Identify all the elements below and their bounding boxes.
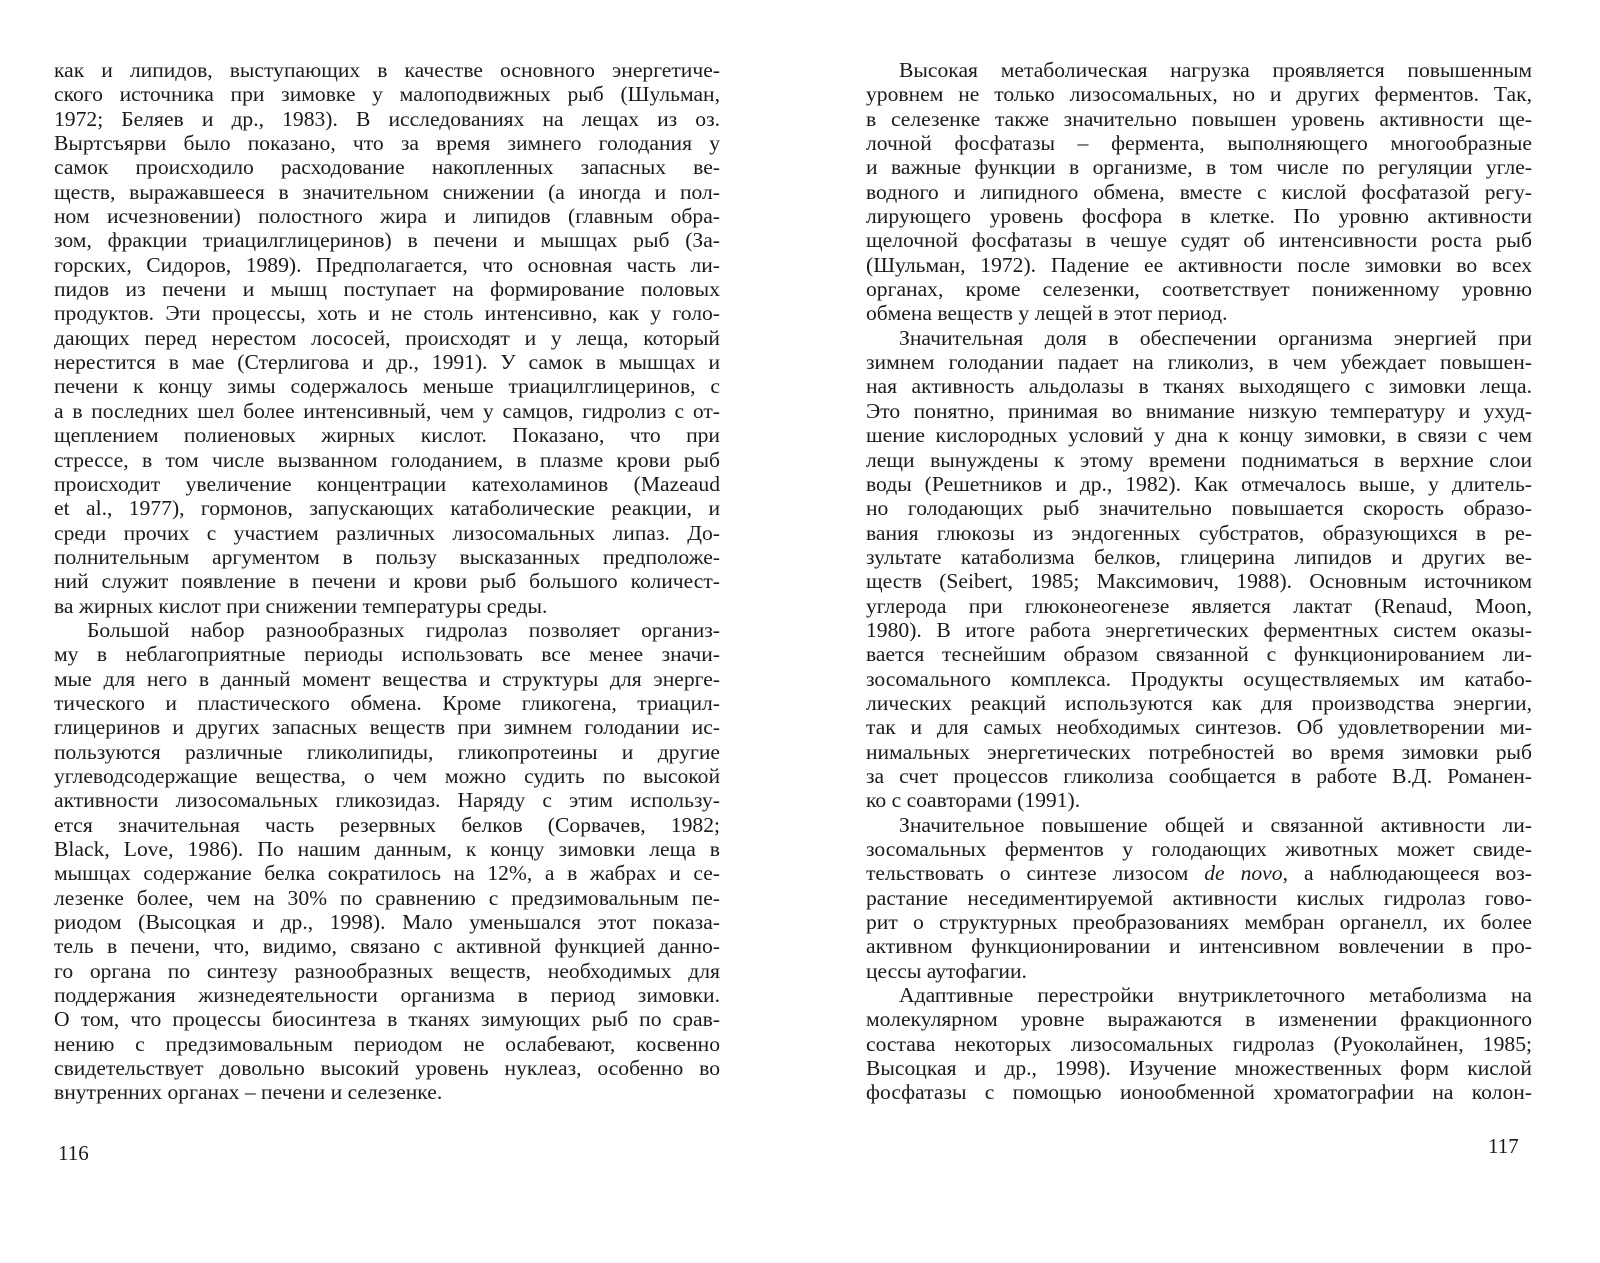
text-line: зосомального комплекса. Продукты осуществляемых им катабо- <box>866 666 1532 691</box>
text-line: лещи вынуждены к этому времени подниматься в верхние слои <box>866 447 1532 472</box>
page-number-right: 117 <box>1488 1134 1519 1158</box>
text-line: et al., 1977), гормонов, запускающих катаболические реакции, и <box>54 496 720 521</box>
text-line: 1972; Беляев и др., 1983). В исследованиях на лещах из оз. <box>54 106 720 131</box>
text-line: растание неседиментируемой активности кислых гидролаз гово- <box>866 885 1532 910</box>
text-line: лочной фосфатазы – фермента, выполняющего многообразные <box>866 131 1532 156</box>
text-line: и важные функции в организме, в том числе по регуляции угле- <box>866 155 1532 180</box>
text-segment: , а наблюдающееся воз- <box>1282 861 1532 886</box>
text-line: фосфатазы с помощью ионообменной хроматографии на колон- <box>866 1080 1532 1105</box>
text-line: активности лизосомальных гликозидаз. Наряду с этим использу- <box>54 788 720 813</box>
text-line: (Шульман, 1972). Падение ее активности после зимовки во всех <box>866 252 1532 277</box>
text-line: активном функционировании и интенсивном вовлечении в про- <box>866 934 1532 959</box>
text-line: щеплением полиеновых жирных кислот. Показано, что при <box>54 423 720 448</box>
text-line: лических реакций используются как для производства энергии, <box>866 690 1532 715</box>
text-line: лирующего уровень фосфора в клетке. По уровню активности <box>866 204 1532 229</box>
text-line: дающих перед нерестом лососей, происходят и у леща, который <box>54 325 720 350</box>
text-line: ва жирных кислот при снижении температуры среды. <box>54 593 548 618</box>
text-line: пидов из печени и мышц поступает на формирование половых <box>54 277 720 302</box>
text-line: уровнем не только лизосомальных, но и других ферментов. Так, <box>866 82 1532 107</box>
text-line: рит о структурных преобразованиях мембран органелл, их более <box>866 910 1532 935</box>
text-line: зультате катаболизма белков, глицерина липидов и других ве- <box>866 544 1532 569</box>
text-line: продуктов. Эти процессы, хоть и не столь интенсивно, как у голо- <box>54 301 720 326</box>
text-line: зосомальных ферментов у голодающих животных может свиде- <box>866 837 1532 861</box>
text-line: нению с предзимовальным периодом не ослабевают, косвенно <box>54 1031 720 1056</box>
text-line: молекулярном уровне выражаются в изменении фракционного <box>866 1007 1532 1032</box>
text-line: горских, Сидоров, 1989). Предполагается, что основная часть ли- <box>54 252 720 277</box>
text-line: шение кислородных условий у дна к концу зимовки, в связи с чем <box>866 423 1532 448</box>
text-line: Значительное повышение общей и связанной активности ли- <box>899 812 1532 837</box>
text-line: Большой набор разнообразных гидролаз позволяет организ- <box>87 617 720 642</box>
text-line: ном исчезновении) полостного жира и липидов (главным обра- <box>54 204 720 229</box>
text-line: ется значительная часть резервных белков (Сорвачев, 1982; <box>54 812 720 837</box>
text-line: зимнем голодании падает на гликолиз, в чем убеждает повышен- <box>866 350 1532 375</box>
text-line: ществ (Seibert, 1985; Максимович, 1988). Основным источником <box>866 569 1532 594</box>
text-line: водного и липидного обмена, вместе с кислой фосфатазой регу- <box>866 179 1532 204</box>
text-line: самок происходило расходование накопленных запасных ве- <box>54 155 720 180</box>
text-line <box>866 861 1532 885</box>
text-line: глицеринов и других запасных веществ при зимнем голодании ис- <box>54 715 720 740</box>
text-line: Высоцкая и др., 1998). Изучение множественных форм кислой <box>866 1056 1532 1081</box>
text-line: происходит увеличение концентрации катехоламинов (Mazeaud <box>54 471 720 496</box>
text-line: вания глюкозы из эндогенных субстратов, образующихся в ре- <box>866 520 1532 545</box>
text-line: Выртсъярви было показано, что за время зимнего голодания у <box>54 131 720 156</box>
text-line: среди прочих с участием различных лизосомальных липаз. До- <box>54 520 720 545</box>
text-line: ная активность альдолазы в тканях выходящего с зимовки леща. <box>866 374 1532 399</box>
text-line: так и для самых необходимых синтезов. Об удовлетворении ми- <box>866 715 1532 740</box>
text-line: ний служит появление в печени и крови рыб большого количест- <box>54 569 720 594</box>
text-line: го органа по синтезу разнообразных веществ, необходимых для <box>54 958 720 983</box>
left-page <box>54 58 720 1218</box>
text-line: лезенке более, чем на 30% по сравнению с предзимовальным пе- <box>54 885 720 910</box>
text-line: пользуются различные гликолипиды, гликопротеины и другие <box>54 739 720 764</box>
text-line: тель в печени, что, видимо, связано с активной функцией данно- <box>54 934 720 959</box>
text-line: внутренних органах – печени и селезенке. <box>54 1080 443 1105</box>
text-line: Black, Love, 1986). По нашим данным, к концу зимовки леща в <box>54 837 720 861</box>
text-line: зом, фракции триацилглицеринов) в печени и мышцах рыб (За- <box>54 228 720 253</box>
text-line: печени к концу зимы содержалось меньше триацилглицеринов, с <box>54 374 720 399</box>
text-line: мые для него в данный момент вещества и структуры для энерге- <box>54 666 720 691</box>
text-line: за счет процессов гликолиза сообщается в работе В.Д. Романен- <box>866 763 1532 788</box>
text-line: ко с соавторами (1991). <box>866 788 1081 813</box>
text-line: му в неблагоприятные периоды использовать все менее значи- <box>54 642 720 667</box>
text-line: обмена веществ у лещей в этот период. <box>866 301 1228 326</box>
text-line: щелочной фосфатазы в чешуе судят об интенсивности роста рыб <box>866 228 1532 253</box>
text-line: О том, что процессы биосинтеза в тканях зимующих рыб по срав- <box>54 1007 720 1032</box>
text-line: состава некоторых лизосомальных гидролаз (Руоколайнен, 1985; <box>866 1031 1532 1056</box>
text-line: мышцах содержание белка сократилось на 12%, а в жабрах и се- <box>54 861 720 886</box>
text-line: тического и пластического обмена. Кроме гликогена, триацил- <box>54 690 720 715</box>
text-line: поддержания жизнедеятельности организма в период зимовки. <box>54 983 720 1008</box>
text-line: Значительная доля в обеспечении организма энергией при <box>899 325 1532 350</box>
text-line: как и липидов, выступающих в качестве основного энергетиче- <box>54 58 720 82</box>
text-line: Адаптивные перестройки внутриклеточного метаболизма на <box>899 983 1532 1008</box>
text-line: полнительным аргументом в пользу высказанных предположе- <box>54 544 720 569</box>
italic-term: de novo <box>1204 861 1283 886</box>
text-line: воды (Решетников и др., 1982). Как отмечалось выше, у длитель- <box>866 471 1532 496</box>
right-page <box>866 58 1532 1218</box>
text-line: а в последних шел более интенсивный, чем у самцов, гидролиз с от- <box>54 398 720 423</box>
text-line: 1980). В итоге работа энергетических ферментных систем оказы- <box>866 617 1532 642</box>
text-line: цессы аутофагии. <box>866 958 1027 983</box>
text-line: стрессе, в том числе вызванном голоданием, в плазме крови рыб <box>54 447 720 472</box>
text-line: но голодающих рыб значительно повышается скорость образо- <box>866 496 1532 521</box>
text-line: ского источника при зимовке у малоподвижных рыб (Шульман, <box>54 82 720 107</box>
text-line: риодом (Высоцкая и др., 1998). Мало уменьшался этот показа- <box>54 910 720 935</box>
text-line: органах, кроме селезенки, соответствует пониженному уровню <box>866 277 1532 302</box>
text-segment: тельствовать о синтезе лизосом <box>866 861 1205 886</box>
page-number-left: 116 <box>58 1141 89 1165</box>
text-line: вается теснейшим образом связанной с функционированием ли- <box>866 642 1532 667</box>
text-line: нимальных энергетических потребностей во время зимовки рыб <box>866 739 1532 764</box>
text-line: Это понятно, принимая во внимание низкую температуру и ухуд- <box>866 398 1532 423</box>
text-line: углерода при глюконеогенезе является лактат (Renaud, Moon, <box>866 593 1532 618</box>
text-line: свидетельствует довольно высокий уровень нуклеаз, особенно во <box>54 1056 720 1081</box>
text-line: ществ, выражавшееся в значительном снижении (а иногда и пол- <box>54 179 720 204</box>
text-line: Высокая метаболическая нагрузка проявляется повышенным <box>899 58 1532 82</box>
text-line: углеводсодержащие вещества, о чем можно судить по высокой <box>54 763 720 788</box>
text-line: в селезенке также значительно повышен уровень активности ще- <box>866 106 1532 131</box>
text-line: нерестится в мае (Стерлигова и др., 1991). У самок в мышцах и <box>54 350 720 375</box>
